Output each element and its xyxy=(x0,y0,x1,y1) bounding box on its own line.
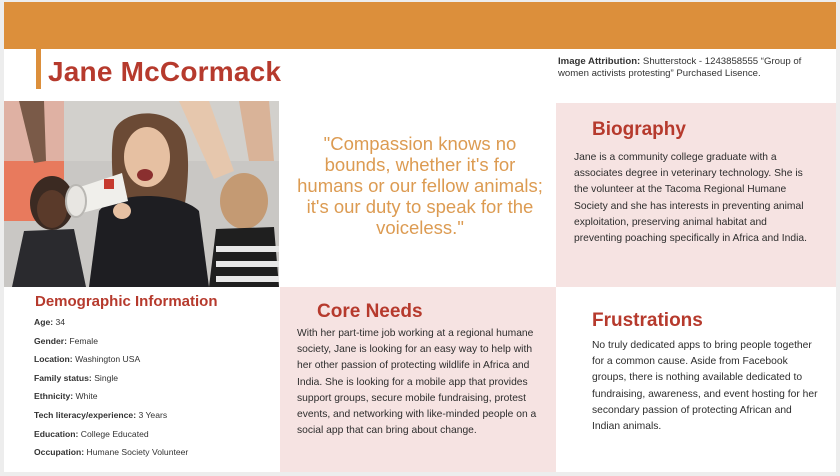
core-needs-text: With her part-time job working at a regional humane society, Jane is looking for an easy way to help with her other passion of protecting wildlife in Africa and India. She is looking for a mobile app that provides support groups, secure mobile fundraising, protest events, and networking with like-minded people on a social app that can bring about change. xyxy=(297,328,537,437)
frustrations-panel xyxy=(556,287,836,472)
persona-quote: "Compassion knows no bounds, whether it's for humans or our fellow animals; it's our duty to speak for the voiceless." xyxy=(297,133,543,238)
demographic-item-age: Age: 34 xyxy=(34,317,66,327)
biography-title: Biography xyxy=(592,119,686,140)
header-bar xyxy=(4,2,836,49)
frustrations-text: No truly dedicated apps to bring people together for a common cause. Aside from Facebook groups, there is nothing available dedicated to fundraising, awareness, and event hosting for her secondary passion of protecting African and Indian animals. xyxy=(592,340,818,433)
demographic-item-education: Education: College Educated xyxy=(34,428,149,439)
demographic-item-gender: Gender: Female xyxy=(34,335,98,346)
persona-name: Jane McCormack xyxy=(48,56,282,87)
attribution-label: Image Attribution: xyxy=(558,56,641,67)
image-attribution xyxy=(558,56,833,80)
demographic-item-location: Location: Washington USA xyxy=(34,354,141,365)
demographic-item-tech-literacy: Tech literacy/experience: 3 Years xyxy=(34,409,168,420)
biography-text: Jane is a community college graduate with a associates degree in veterinary technology. She is the volunteer at the Tacoma Regional Humane Society and she has interests in preventing animal exploitation, preserving animal habitat and preventing poaching specifically in Africa and India. xyxy=(574,152,807,245)
frustrations-title: Frustrations xyxy=(592,310,703,331)
biography-panel xyxy=(556,103,836,287)
demographic-item-occupation: Occupation: Humane Society Volunteer xyxy=(34,447,189,458)
core-needs-panel xyxy=(280,287,556,472)
demographic-item-ethnicity: Ethnicity: White xyxy=(34,391,98,402)
attribution-text: Shutterstock - 1243858555 “Group of women activists protesting” Purchased Lisence. xyxy=(558,56,802,79)
core-needs-title: Core Needs xyxy=(317,301,423,322)
persona-slide xyxy=(4,2,836,472)
demographic-title: Demographic Information xyxy=(35,293,218,310)
demographic-item-family-status: Family status: Single xyxy=(34,372,119,383)
title-accent-bar xyxy=(36,49,41,89)
demographic-list xyxy=(34,315,188,464)
persona-photo xyxy=(4,101,279,287)
